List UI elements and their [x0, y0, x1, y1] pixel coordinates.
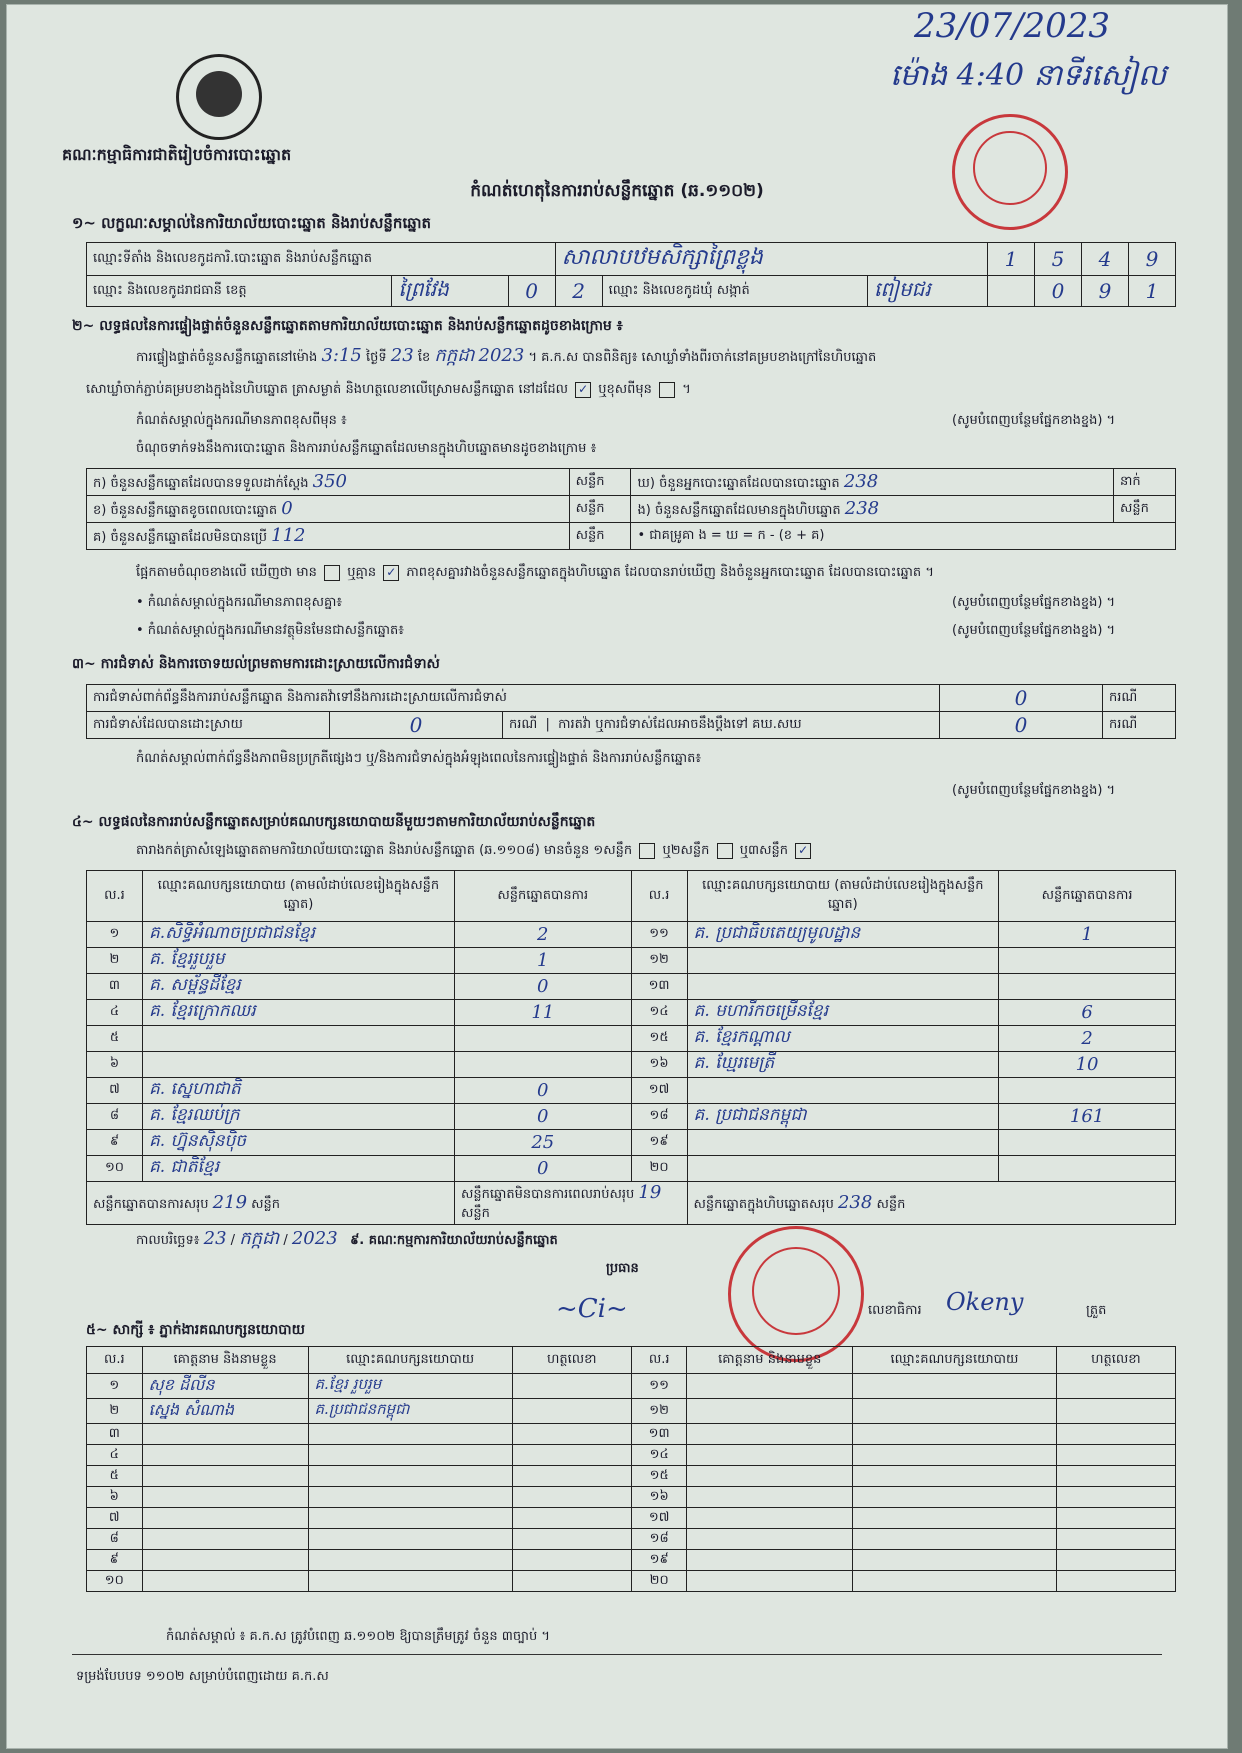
table-cell — [853, 1529, 1057, 1550]
table-cell — [1056, 1466, 1175, 1487]
different-checkbox[interactable] — [659, 382, 675, 398]
table-row — [87, 1529, 1176, 1550]
table-cell: ១២ — [631, 1399, 687, 1424]
table-cell — [142, 1466, 308, 1487]
table-row — [87, 1078, 1176, 1104]
commune-code-1: 0 — [1035, 276, 1082, 307]
table-cell: 1 — [999, 922, 1176, 948]
table-cell: ៤ — [87, 1000, 143, 1026]
table-cell: ១៩ — [631, 1550, 687, 1571]
table-row — [87, 1052, 1176, 1078]
table-cell — [999, 1156, 1176, 1182]
table-cell — [142, 1424, 308, 1445]
location-code-3: 4 — [1082, 243, 1129, 276]
irregularity-fill: (សូមបំពេញបន្ថែមផ្នែកខាងខ្នង) ។ — [952, 783, 1116, 798]
table-row — [87, 1399, 1176, 1424]
table-cell: គ. ខ្មែរក្រោកឈរ — [142, 1000, 454, 1026]
secretary-signature: Okeny — [946, 1288, 1024, 1316]
discrepancy-line: ផ្អែកតាមចំណុចខាងលើ ឃើញថា មាន ឬគ្មាន ✓ ភាពខុសគ្នារវាងចំនួនសន្លឹកឆ្នោតក្នុងហិបឆ្នោត ដែលបានរាប់ឃើញ និងចំនួនអ្នកបោះឆ្នោត ដែលបានបោះឆ្នោត ។ — [136, 564, 934, 580]
table-cell: ៥ — [87, 1026, 143, 1052]
table-cell — [687, 1487, 853, 1508]
table-cell: គ.សិទ្ធិអំណាចប្រជាជនខ្មែរ — [142, 922, 454, 948]
table-cell: ៦ — [87, 1487, 143, 1508]
section2-para1: ការផ្ទៀងផ្ទាត់ចំនួនសន្លឹកឆ្នោតនៅម៉ោង 3:15 ថ្ងៃទី 23 ខែ កក្កដា 2023 ។ គ.ក.ស បានពិនិត្យ៖ សោឃ្លាំទាំងពីរចាក់នៅគម្របខាងក្រៅនៃហិបឆ្នោត — [136, 345, 877, 366]
table-cell — [853, 1374, 1057, 1399]
one-sheet-checkbox[interactable] — [639, 843, 655, 859]
section2-heading: ២~ លទ្ធផលនៃការផ្ទៀងផ្ទាត់ចំនួនសន្លឹកឆ្នោតតាមការិយាល័យបោះឆ្នោត និងរាប់សន្លឹកឆ្នោតដូចខាងក្រោម ៖ — [72, 318, 623, 334]
ballots-in-box: 238 — [844, 497, 880, 519]
table-row — [87, 974, 1176, 1000]
table-cell — [1056, 1508, 1175, 1529]
total-valid: 219 — [212, 1191, 248, 1213]
table-cell: 11 — [454, 1000, 631, 1026]
table-cell: ៧ — [87, 1078, 143, 1104]
table-cell: ១៩ — [631, 1130, 687, 1156]
table-cell: ២ — [87, 948, 143, 974]
table-cell — [1056, 1399, 1175, 1424]
table-cell — [512, 1399, 631, 1424]
total-in-box: 238 — [837, 1191, 873, 1213]
table-cell: ១៣ — [631, 974, 687, 1000]
table-cell — [687, 1550, 853, 1571]
objections-count: 0 — [940, 685, 1103, 712]
check-year: 2023 — [478, 345, 525, 366]
table-cell — [454, 1052, 631, 1078]
table-cell: 25 — [454, 1130, 631, 1156]
table-cell: ១៥ — [631, 1466, 687, 1487]
table-cell — [853, 1445, 1057, 1466]
form-code: ទម្រង់បែបបទ ១១០២ សម្រាប់បំពេញដោយ គ.ក.ស — [76, 1669, 329, 1684]
table-cell — [142, 1550, 308, 1571]
table-cell: គ. ប្រជាធិបតេយ្យមូលដ្ឋាន — [687, 922, 999, 948]
location-code-4: 9 — [1129, 243, 1176, 276]
formula: • ជាគម្រូគា ង = ឃ = ក - (ខ + គ) — [631, 523, 1176, 550]
org-name: គណៈកម្មាធិការជាតិរៀបចំការបោះឆ្នោត — [62, 145, 292, 164]
table-cell: ៣ — [87, 974, 143, 1000]
bullet-foreign-object: • កំណត់សម្គាល់ក្នុងករណីមានវត្ថុមិនមែនជាសន្លឹកឆ្នោត៖ — [136, 623, 404, 638]
table-cell: ២ — [87, 1399, 143, 1424]
table-cell: គ. សម្ព័ន្ធដីខ្មែរ — [142, 974, 454, 1000]
table-cell: គ. ហ្វ៊ុនស៊ិនប៉ិច — [142, 1130, 454, 1156]
location-value: សាលាបឋមសិក្សាព្រៃខ្លុង — [555, 243, 987, 276]
section4-heading: ៤~ លទ្ធផលនៃការរាប់សន្លឹកឆ្នោតសម្រាប់គណបក្សនយោបាយនីមួយៗតាមការិយាល័យរាប់សន្លឹកឆ្នោត — [72, 814, 596, 830]
table-cell — [512, 1529, 631, 1550]
table-cell — [512, 1466, 631, 1487]
appeal-count: 0 — [940, 712, 1103, 739]
check-month: កក្កដា — [434, 345, 475, 366]
table-cell: ១១ — [631, 922, 687, 948]
committee-seal-icon — [728, 1226, 864, 1362]
table-cell: ១ — [87, 1374, 143, 1399]
table-cell: ១៧ — [631, 1078, 687, 1104]
section5-heading: ៥~ សាក្សី ៖ ភ្នាក់ងារគណបក្សនយោបាយ — [86, 1322, 305, 1338]
commune-code-2: 9 — [1082, 276, 1129, 307]
table-cell — [687, 1529, 853, 1550]
table-cell — [1056, 1529, 1175, 1550]
spoiled-ballots: 0 — [281, 497, 293, 519]
table-cell: ១៥ — [631, 1026, 687, 1052]
commune-code-3: 1 — [1129, 276, 1176, 307]
table-row — [87, 1026, 1176, 1052]
table-cell: ១០ — [87, 1571, 143, 1592]
table-cell: ៤ — [87, 1445, 143, 1466]
footer-divider — [72, 1654, 1162, 1655]
diff-note-label: កំណត់សម្គាល់ក្នុងករណីមានភាពខុសពីមុន ៖ — [136, 413, 347, 428]
table-row — [87, 1374, 1176, 1399]
table-cell: 0 — [454, 974, 631, 1000]
table-cell — [512, 1374, 631, 1399]
table-cell — [687, 1156, 999, 1182]
table-cell — [687, 1374, 853, 1399]
table-cell: ៩ — [87, 1550, 143, 1571]
table-cell — [142, 1529, 308, 1550]
table-cell — [687, 1445, 853, 1466]
table-cell — [1056, 1550, 1175, 1571]
handwritten-time: ម៉ោង 4:40 នាទីរសៀល — [890, 58, 1167, 93]
table-cell — [142, 1026, 454, 1052]
table-cell — [999, 1078, 1176, 1104]
voters-voted: 238 — [843, 470, 879, 492]
ballot-count-table: ក) ចំនួនសន្លឹកឆ្នោតដែលបានទទួលដាក់ស្ដែង 350 សន្លឹក ឃ) ចំនួនអ្នកបោះឆ្នោតដែលបានបោះឆ្នោត 238 នាក់ ខ) ចំនួនសន្លឹកឆ្នោតខូចពេលបោះឆ្នោត 0 សន្លឹក ង) ចំនួនសន្លឹកឆ្នោតដែលមានក្នុងហិបឆ្នោត 238 សន្លឹក គ) ចំនួនសន្លឹកឆ្នោតដែលមិនបានប្រើ 112 សន្លឹក • ជាគម្រូគា ង = ឃ = ក - (ខ + គ) — [86, 468, 1176, 550]
table-row — [87, 1130, 1176, 1156]
location-code-2: 5 — [1035, 243, 1082, 276]
table-cell: គ. ជាតិខ្មែរ — [142, 1156, 454, 1182]
table-cell: គ. ឃ្មែរមេត្រី — [687, 1052, 999, 1078]
form-title: កំណត់ហេតុនៃការរាប់សន្លឹកឆ្នោត (ឆ.១១០២) — [470, 181, 764, 201]
table-cell — [512, 1508, 631, 1529]
table-cell — [512, 1445, 631, 1466]
table-cell: ៧ — [87, 1508, 143, 1529]
table-cell: គ.ខ្មែរ រួបរួម — [308, 1374, 512, 1399]
table-cell — [853, 1550, 1057, 1571]
official-seal-icon — [952, 114, 1068, 230]
table-row — [87, 1508, 1176, 1529]
check-time: 3:15 — [321, 345, 362, 366]
table-cell — [142, 1487, 308, 1508]
province-code-1: 0 — [508, 276, 555, 307]
table-cell — [853, 1487, 1057, 1508]
table-cell: គ. ខ្មែរកណ្តាល — [687, 1026, 999, 1052]
table-cell — [512, 1424, 631, 1445]
table-cell — [1056, 1487, 1175, 1508]
table-cell: ១១ — [631, 1374, 687, 1399]
table-row — [87, 1156, 1176, 1182]
table-cell — [687, 948, 999, 974]
section4-intro: តារាងកត់ត្រាសំឡេងឆ្នោតតាមការិយាល័យបោះឆ្នោត និងរាប់សន្លឹកឆ្នោត (ឆ.១១០៨) មានចំនួន ១សន្លឹក ឬ២សន្លឹក ឬ៣សន្លឹក ✓ — [136, 842, 814, 861]
table-cell: ១០ — [87, 1156, 143, 1182]
section2-para2: សោឃ្លាំចាក់ភ្ជាប់គម្របខាងក្នុងនៃហិបឆ្នោត ត្រាសម្ងាត់ និងហត្ថលេខាលើស្រោមសន្លឹកឆ្នោត នៅដដែល ✓ ឬខុសពីមុន ។ — [86, 381, 691, 397]
signing-date: កាលបរិច្ឆេទ៖ 23 / កក្កដា / 2023 ៩. គណៈកម្មការការិយាល័យរាប់សន្លឹកឆ្នោត — [136, 1228, 558, 1249]
table-cell — [1056, 1424, 1175, 1445]
table-cell: គ. ខ្មែររួបរួម — [142, 948, 454, 974]
received-ballots: 350 — [312, 470, 348, 492]
table-cell — [999, 1130, 1176, 1156]
table-cell — [1056, 1571, 1175, 1592]
table-cell: ៨ — [87, 1529, 143, 1550]
table-cell — [308, 1424, 512, 1445]
table-cell — [142, 1052, 454, 1078]
table-cell — [999, 948, 1176, 974]
province-label: ឈ្មោះ និងលេខកូដរាជធានី ខេត្ត — [87, 276, 392, 307]
chair-signature-icon: ~Ci~ — [556, 1294, 628, 1324]
three-sheet-checkbox[interactable]: ✓ — [795, 843, 811, 859]
table-cell: គ. ខ្មែរឈប់ក្រ — [142, 1104, 454, 1130]
province-value: ព្រៃវែង — [392, 276, 508, 307]
diff-note-fill: (សូមបំពេញបន្ថែមផ្នែកខាងខ្នង) ។ — [952, 413, 1116, 428]
table-cell: ១៧ — [631, 1508, 687, 1529]
witness-table: ល.រ គោត្តនាម និងនាមខ្លួន ឈ្មោះគណបក្សនយោបាយ ហត្ថលេខា ល.រ គោត្តនាម និងនាមខ្លួន ឈ្មោះគណបក្សនយោបាយ ហត្ថលេខា ១ សុខ ដីលីន គ.ខ្មែរ រួបរួម ១១ ២ ស្នេង សំណាង គ.ប្រជាជនកម្ពុជា ១២ ៣ ១៣ ៤ ១៤ ៥ ១៥ ៦ ១៦ ៧ ១៧ ៨ ១៨ ៩ ១៩ ១០ ២០ — [86, 1346, 1176, 1592]
form-page — [6, 4, 1228, 1749]
table-cell — [142, 1508, 308, 1529]
table-cell: ៣ — [87, 1424, 143, 1445]
table-cell — [999, 974, 1176, 1000]
bullet-discrepancy: • កំណត់សម្គាល់ក្នុងករណីមានភាពខុសគ្នា៖ — [136, 595, 343, 610]
table-cell — [308, 1508, 512, 1529]
table-row — [87, 1487, 1176, 1508]
table-cell: គ. ស្នេហាជាតិ — [142, 1078, 454, 1104]
table-row — [87, 1424, 1176, 1445]
table-cell — [308, 1529, 512, 1550]
table-cell — [853, 1571, 1057, 1592]
secretary-label: លេខាធិការ — [868, 1303, 922, 1318]
handwritten-date: 23/07/2023 — [914, 6, 1110, 46]
table-cell — [853, 1508, 1057, 1529]
table-cell: 6 — [999, 1000, 1176, 1026]
table-cell — [687, 1130, 999, 1156]
table-row — [87, 1000, 1176, 1026]
commune-label: ឈ្មោះ និងលេខកូដឃុំ សង្កាត់ — [602, 276, 867, 307]
unused-ballots: 112 — [271, 524, 306, 546]
table-cell: គ.ប្រជាជនកម្ពុជា — [308, 1399, 512, 1424]
table-cell: ៩ — [87, 1130, 143, 1156]
two-sheet-checkbox[interactable] — [717, 843, 733, 859]
table-cell: ១៤ — [631, 1000, 687, 1026]
table-cell — [512, 1571, 631, 1592]
table-cell: ២០ — [631, 1571, 687, 1592]
table-cell: 0 — [454, 1104, 631, 1130]
table-cell: ១ — [87, 922, 143, 948]
table-cell: សុខ ដីលីន — [142, 1374, 308, 1399]
table-cell: ១៤ — [631, 1445, 687, 1466]
party-results-table: ល.រ ឈ្មោះគណបក្សនយោបាយ (តាមលំដាប់លេខរៀងក្នុងសន្លឹកឆ្នោត) សន្លឹកឆ្នោតបានការ ល.រ ឈ្មោះគណបក្សនយោបាយ (តាមលំដាប់លេខរៀងក្នុងសន្លឹកឆ្នោត) សន្លឹកឆ្នោតបានការ ១ គ.សិទ្ធិអំណាចប្រជាជនខ្មែរ 2 ១១ គ. ប្រជាធិបតេយ្យមូលដ្ឋាន 1 ២ គ. ខ្មែររួបរួម 1 ១២ ៣ គ. សម្ព័ន្ធដីខ្មែរ 0 ១៣ ៤ គ. ខ្មែរក្រោកឈរ 11 ១៤ គ. មហារីកចម្រើនខ្មែរ 6 ៥ ១៥ គ. ខ្មែរកណ្តាល 2 ៦ ១៦ គ. ឃ្មែរមេត្រី 10 ៧ គ. ស្នេហាជាតិ 0 ១៧ ៨ គ. ខ្មែរឈប់ក្រ 0 ១៨ គ. ប្រជាជនកម្ពុជា 161 ៩ គ. ហ្វ៊ុនស៊ិនប៉ិច 25 ១៩ ១០ គ. ជាតិខ្មែរ 0 ២០ សន្លឹកឆ្នោតបានការសរុប 219 សន្លឹក សន្លឹកឆ្នោតមិនបានការពេលរាប់សរុប 19 សន្លឹក សន្លឹកឆ្នោតក្នុងហិបឆ្នោតសរុប 238 សន្លឹក — [86, 870, 1176, 1225]
commune-value: ពៀមជរ — [867, 276, 987, 307]
chair-label: ប្រធាន — [606, 1261, 639, 1276]
has-discrepancy-checkbox[interactable] — [324, 565, 340, 581]
table-cell: 2 — [454, 922, 631, 948]
resolved-count: 0 — [330, 712, 503, 739]
table-cell — [308, 1445, 512, 1466]
table-row — [87, 1466, 1176, 1487]
table-cell: គ. មហារីកចម្រើនខ្មែរ — [687, 1000, 999, 1026]
table-cell — [308, 1571, 512, 1592]
table-cell: ៥ — [87, 1466, 143, 1487]
table-cell: 0 — [454, 1156, 631, 1182]
table-cell — [512, 1487, 631, 1508]
table-cell: ស្នេង សំណាង — [142, 1399, 308, 1424]
same-checkbox[interactable]: ✓ — [575, 382, 591, 398]
table-row — [87, 1104, 1176, 1130]
table-cell: ១២ — [631, 948, 687, 974]
table-cell: 1 — [454, 948, 631, 974]
nec-logo-icon — [176, 54, 262, 140]
table-cell — [687, 1508, 853, 1529]
table-cell: ៦ — [87, 1052, 143, 1078]
table-cell: 10 — [999, 1052, 1176, 1078]
bullet1-fill: (សូមបំពេញបន្ថែមផ្នែកខាងខ្នង) ។ — [952, 595, 1116, 610]
section1-heading: ១~ លក្ខណៈសម្គាល់នៃការិយាល័យបោះឆ្នោត និងរាប់សន្លឹកឆ្នោត — [72, 214, 432, 232]
table-cell — [687, 1078, 999, 1104]
table-cell — [142, 1571, 308, 1592]
irregularity-note: កំណត់សម្គាល់ពាក់ព័ន្ធនឹងភាពមិនប្រក្រតីផ្សេងៗ ឬ/និងការជំទាស់ក្នុងអំឡុងពេលនៃការផ្ទៀងផ្ទាត់ និងការរាប់សន្លឹកឆ្នោត៖ — [136, 751, 702, 766]
table-cell: 2 — [999, 1026, 1176, 1052]
section3-heading: ៣~ ការជំទាស់ និងការចោទយល់ព្រមតាមការដោះស្រាយលើការជំទាស់ — [72, 656, 440, 672]
table-cell — [853, 1424, 1057, 1445]
table-row — [87, 948, 1176, 974]
table-cell — [1056, 1445, 1175, 1466]
table-cell — [687, 1571, 853, 1592]
table-row — [87, 922, 1176, 948]
table-cell — [308, 1550, 512, 1571]
table-cell: ១៦ — [631, 1487, 687, 1508]
result-intro: ចំណុចទាក់ទងនឹងការបោះឆ្នោត និងការរាប់សន្លឹកឆ្នោតដែលមានក្នុងហិបឆ្នោតមានដូចខាងក្រោម ៖ — [136, 441, 597, 456]
table-row — [87, 1550, 1176, 1571]
table-cell: 0 — [454, 1078, 631, 1104]
table-cell: ១៨ — [631, 1529, 687, 1550]
table-cell — [687, 1399, 853, 1424]
table-cell: គ. ប្រជាជនកម្ពុជា — [687, 1104, 999, 1130]
table-cell: ១៨ — [631, 1104, 687, 1130]
check-day: 23 — [390, 345, 414, 366]
table-cell: ២០ — [631, 1156, 687, 1182]
footer-note: កំណត់សម្គាល់ ៖ គ.ក.ស ត្រូវបំពេញ ឆ.១១០២ ឱ្យបានត្រឹមត្រូវ ចំនួន ៣ច្បាប់ ។ — [166, 1629, 550, 1644]
table-cell — [853, 1466, 1057, 1487]
table-cell: ៨ — [87, 1104, 143, 1130]
location-label: ឈ្មោះទីតាំង និងលេខកូដការិ.បោះឆ្នោត និងរាប់សន្លឹកឆ្នោត — [87, 243, 556, 276]
table-cell: ១៣ — [631, 1424, 687, 1445]
table-row — [87, 1571, 1176, 1592]
table-cell — [142, 1445, 308, 1466]
table-cell: 161 — [999, 1104, 1176, 1130]
table-cell — [454, 1026, 631, 1052]
location-code-1: 1 — [988, 243, 1035, 276]
table-cell — [1056, 1374, 1175, 1399]
province-code-2: 2 — [555, 276, 602, 307]
member-label: ត្រួត — [1086, 1303, 1107, 1318]
section1-table — [86, 242, 1176, 307]
table-cell — [687, 1466, 853, 1487]
no-discrepancy-checkbox[interactable]: ✓ — [383, 565, 399, 581]
table-cell — [512, 1550, 631, 1571]
table-row — [87, 1445, 1176, 1466]
table-cell — [308, 1487, 512, 1508]
table-cell — [687, 974, 999, 1000]
table-cell — [308, 1466, 512, 1487]
objection-table: ការជំទាស់ពាក់ព័ន្ធនឹងការរាប់សន្លឹកឆ្នោត និងការតវ៉ាទៅនឹងការដោះស្រាយលើការជំទាស់ 0 ករណី ការជំទាស់ដែលបានដោះស្រាយ 0 ករណី | ការតវ៉ា ឬការជំទាស់ដែលអាចនឹងប្ដឹងទៅ គឃ.សឃ 0 ករណី — [86, 684, 1176, 739]
table-cell — [687, 1424, 853, 1445]
bullet2-fill: (សូមបំពេញបន្ថែមផ្នែកខាងខ្នង) ។ — [952, 623, 1116, 638]
total-invalid: 19 — [638, 1182, 662, 1203]
table-cell: ១៦ — [631, 1052, 687, 1078]
table-cell — [853, 1399, 1057, 1424]
